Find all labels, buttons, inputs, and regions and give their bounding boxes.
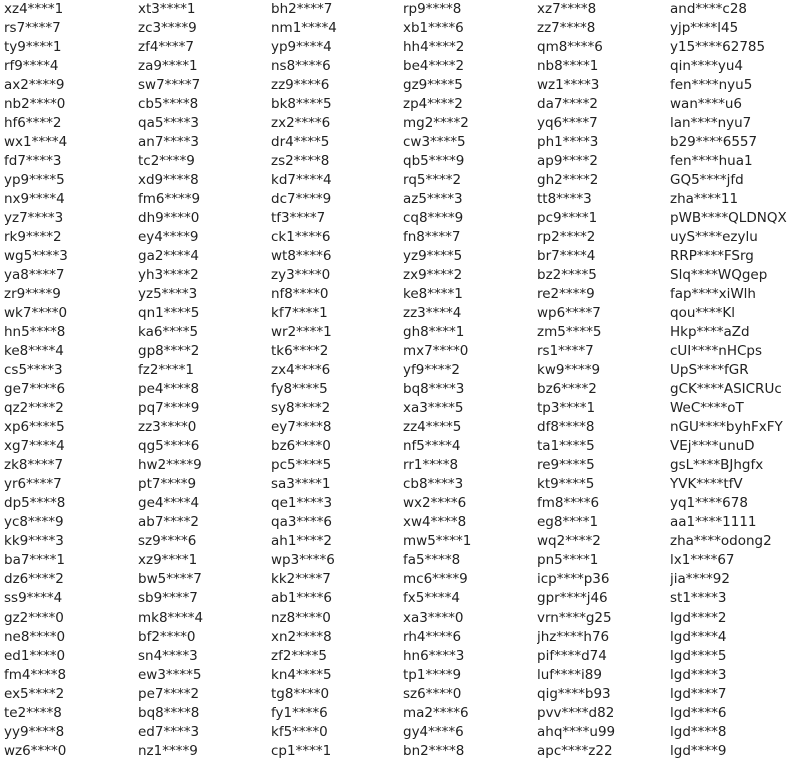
list-item: nx9****4 — [4, 191, 65, 208]
list-item: zp4****2 — [403, 96, 463, 113]
list-item: mx7****0 — [403, 343, 469, 360]
list-item: yz5****3 — [138, 286, 198, 303]
list-item: qe1****3 — [271, 495, 333, 512]
list-item: ck1****6 — [271, 229, 331, 246]
list-item: fm6****9 — [138, 191, 201, 208]
list-item: dz6****2 — [4, 571, 64, 588]
list-item: cb8****3 — [403, 476, 464, 493]
list-item: ss9****4 — [4, 590, 63, 607]
list-item: ga2****4 — [138, 248, 200, 265]
list-item: qb5****9 — [403, 153, 465, 170]
list-item: pt7****9 — [138, 476, 197, 493]
list-item: lgd****4 — [670, 628, 727, 645]
list-item: luf****i89 — [537, 666, 602, 683]
list-item: zz3****0 — [138, 419, 197, 436]
list-item: st1****3 — [670, 590, 727, 607]
list-item: ty9****1 — [4, 39, 62, 56]
list-item: mc6****9 — [403, 571, 468, 588]
list-item: sb9****7 — [138, 590, 198, 607]
list-item: zha****11 — [670, 191, 739, 208]
column-4 — [403, 0, 535, 761]
list-item: gh2****2 — [537, 172, 599, 189]
list-item: gz9****5 — [403, 77, 463, 94]
list-item: fa5****8 — [403, 552, 461, 569]
list-item: ew3****5 — [138, 666, 202, 683]
list-item: tk6****2 — [271, 343, 329, 360]
list-item: bz2****5 — [537, 267, 597, 284]
list-item: gy4****6 — [403, 723, 464, 740]
list-item: kk2****7 — [271, 571, 331, 588]
list-item: pe4****8 — [138, 381, 200, 398]
list-item: fm4****8 — [4, 666, 67, 683]
list-item: lgd****2 — [670, 609, 727, 626]
list-item: ya8****7 — [4, 267, 65, 284]
list-item: fap****xiWlh — [670, 286, 756, 303]
list-item: qou****Kl — [670, 305, 735, 322]
list-item: ns8****6 — [271, 58, 331, 75]
list-item: hh4****2 — [403, 39, 465, 56]
list-item: and****c28 — [670, 1, 747, 17]
list-item: wz6****0 — [4, 742, 67, 759]
list-item: wp3****6 — [271, 552, 335, 569]
list-item: bh2****7 — [271, 1, 333, 17]
list-item: apc****z22 — [537, 742, 613, 759]
list-item: pif****d74 — [537, 647, 607, 664]
list-item: qm8****6 — [537, 39, 603, 56]
list-item: df8****8 — [537, 419, 595, 436]
list-item: ph1****3 — [537, 134, 599, 151]
list-item: jhz****h76 — [537, 628, 610, 645]
list-item: yr6****7 — [4, 476, 62, 493]
list-item: rp9****8 — [403, 1, 462, 17]
list-item: wx2****6 — [403, 495, 467, 512]
list-item: ta1****5 — [537, 438, 595, 455]
list-item: gp8****2 — [138, 343, 200, 360]
list-item: gz2****0 — [4, 609, 64, 626]
list-item: ge7****6 — [4, 381, 66, 398]
list-item: sa3****1 — [271, 476, 331, 493]
list-item: cs5****3 — [4, 362, 63, 379]
list-item: rf9****4 — [4, 58, 59, 75]
column-5 — [537, 0, 669, 761]
list-item: zz4****5 — [403, 419, 462, 436]
list-item: dc7****9 — [271, 191, 332, 208]
list-item: zx2****6 — [271, 115, 331, 132]
list-item: Slq****WQgep — [670, 267, 768, 284]
list-item: GQ5****jfd — [670, 172, 744, 189]
list-item: br7****4 — [537, 248, 596, 265]
list-item: ah1****2 — [271, 533, 333, 550]
list-item: lgd****7 — [670, 685, 727, 702]
list-item: ke8****4 — [4, 343, 64, 360]
list-item: fy8****5 — [271, 381, 328, 398]
list-item: cUI****nHCps — [670, 343, 763, 360]
list-item: sz9****6 — [138, 533, 197, 550]
list-item: kf5****0 — [271, 723, 328, 740]
list-item: ba7****1 — [4, 552, 66, 569]
list-item: zz9****6 — [271, 77, 330, 94]
list-item: aa1****1111 — [670, 514, 757, 531]
list-item: lgd****6 — [670, 704, 727, 721]
list-item: ey7****8 — [271, 419, 332, 436]
list-item: icp****p36 — [537, 571, 610, 588]
list-item: zz7****8 — [537, 20, 596, 37]
list-item: xw4****8 — [403, 514, 467, 531]
list-item: wt8****6 — [271, 248, 332, 265]
list-item: ka6****5 — [138, 324, 199, 341]
list-item: mw5****1 — [403, 533, 472, 550]
list-item: xa3****0 — [403, 609, 464, 626]
list-item: lgd****8 — [670, 723, 727, 740]
list-item: az5****3 — [403, 191, 463, 208]
list-item: yq6****7 — [537, 115, 598, 132]
list-item: ab7****2 — [138, 514, 200, 531]
list-item: pq7****9 — [138, 400, 200, 417]
list-item: yz7****3 — [4, 210, 64, 227]
list-item: fx5****4 — [403, 590, 460, 607]
column-6 — [670, 0, 802, 761]
list-item: b29****6557 — [670, 134, 758, 151]
list-item: UpS****fGR — [670, 362, 749, 379]
list-item: fen****nyu5 — [670, 77, 753, 94]
list-item: rk9****2 — [4, 229, 62, 246]
list-item: bz6****0 — [271, 438, 331, 455]
list-item: hf6****2 — [4, 115, 62, 132]
list-item: pn5****1 — [537, 552, 599, 569]
list-item: wg5****3 — [4, 248, 68, 265]
column-1 — [4, 0, 136, 761]
list-item: zx9****2 — [403, 267, 463, 284]
list-item: re2****9 — [537, 286, 595, 303]
list-item: dr4****5 — [271, 134, 330, 151]
list-item: xb1****6 — [403, 20, 464, 37]
list-item: nGU****byhFxFY — [670, 419, 783, 436]
list-item: gh8****1 — [403, 324, 465, 341]
list-item: zf4****7 — [138, 39, 195, 56]
list-item: zy3****0 — [271, 267, 331, 284]
list-item: te2****8 — [4, 704, 62, 721]
list-item: xn2****8 — [271, 628, 332, 645]
list-item: xz4****1 — [4, 1, 64, 17]
list-item: lgd****3 — [670, 666, 727, 683]
list-item: qig****b93 — [537, 685, 611, 702]
list-item: mg2****2 — [403, 115, 469, 132]
list-item: zz3****4 — [403, 305, 462, 322]
list-item: xz9****1 — [138, 552, 198, 569]
list-item: gpr****j46 — [537, 590, 608, 607]
list-item: tp1****9 — [403, 666, 462, 683]
list-item: WeC****oT — [670, 400, 744, 417]
list-item: ahq****u99 — [537, 723, 616, 740]
list-item: ab1****6 — [271, 590, 333, 607]
list-item: zr9****9 — [4, 286, 61, 303]
list-item: hw2****9 — [138, 457, 202, 474]
list-item: wp6****7 — [537, 305, 601, 322]
list-item: ne8****0 — [4, 628, 66, 645]
list-item: YVK****tfV — [670, 476, 743, 493]
list-item: rs1****7 — [537, 343, 594, 360]
list-item: bw5****7 — [138, 571, 202, 588]
list-item: sz6****0 — [403, 685, 462, 702]
list-item: zx4****6 — [271, 362, 331, 379]
list-item: bq8****8 — [138, 704, 200, 721]
list-item: qn1****5 — [138, 305, 200, 322]
list-item: nf8****0 — [271, 286, 329, 303]
list-item: bk8****5 — [271, 96, 332, 113]
list-item: xz7****8 — [537, 1, 597, 17]
list-item: ax2****9 — [4, 77, 65, 94]
list-item: fd7****3 — [4, 153, 62, 170]
list-item: nz1****9 — [138, 742, 198, 759]
list-item: cq8****9 — [403, 210, 464, 227]
list-item: nb2****0 — [4, 96, 66, 113]
list-item: zs2****8 — [271, 153, 330, 170]
list-item: be4****2 — [403, 58, 465, 75]
list-item: qa3****6 — [271, 514, 333, 531]
list-item: pvv****d82 — [537, 704, 615, 721]
list-item: cb5****8 — [138, 96, 199, 113]
list-item: yq1****678 — [670, 495, 748, 512]
list-item: sn4****3 — [138, 647, 198, 664]
list-item: yp9****5 — [4, 172, 65, 189]
list-item: rp2****2 — [537, 229, 596, 246]
list-item: pWB****QLDNQX — [670, 210, 787, 227]
list-item: nb8****1 — [537, 58, 599, 75]
list-item: zf2****5 — [271, 647, 328, 664]
list-item: kw9****9 — [537, 362, 601, 379]
list-item: dp5****8 — [4, 495, 66, 512]
list-item: fy1****6 — [271, 704, 328, 721]
list-item: pc5****5 — [271, 457, 332, 474]
list-item: rh4****6 — [403, 628, 462, 645]
list-item: lan****nyu7 — [670, 115, 752, 132]
list-item: uyS****ezylu — [670, 229, 758, 246]
column-3 — [271, 0, 403, 761]
list-item: ex5****2 — [4, 685, 65, 702]
list-item: lx1****67 — [670, 552, 735, 569]
list-item: wk7****0 — [4, 305, 68, 322]
list-item: tt8****3 — [537, 191, 592, 208]
list-item: yy9****8 — [4, 723, 65, 740]
list-item: nm1****4 — [271, 20, 337, 37]
list-item: jia****92 — [670, 571, 730, 588]
list-item: kd7****4 — [271, 172, 332, 189]
list-item: nz8****0 — [271, 609, 331, 626]
list-item: kk9****3 — [4, 533, 64, 550]
list-item: RRP****FSrg — [670, 248, 754, 265]
list-item: wan****u6 — [670, 96, 743, 113]
list-item: tg8****0 — [271, 685, 330, 702]
list-item: zha****odong2 — [670, 533, 772, 550]
list-item: kn4****5 — [271, 666, 332, 683]
list-item: xp6****5 — [4, 419, 65, 436]
list-item: VEj****unuD — [670, 438, 755, 455]
list-item: rq5****2 — [403, 172, 462, 189]
list-item: da7****2 — [537, 96, 599, 113]
list-item: lgd****9 — [670, 742, 727, 759]
list-item: eg8****1 — [537, 514, 599, 531]
list-item: xg7****4 — [4, 438, 65, 455]
list-item: tf3****7 — [271, 210, 326, 227]
list-item: an7****3 — [138, 134, 200, 151]
list-item: wx1****4 — [4, 134, 68, 151]
list-item: hn5****8 — [4, 324, 66, 341]
list-item: xd9****8 — [138, 172, 199, 189]
list-item: dh9****0 — [138, 210, 200, 227]
list-item: cp1****1 — [271, 742, 332, 759]
list-item: wz1****3 — [537, 77, 600, 94]
list-item: bn2****8 — [403, 742, 465, 759]
list-item: gCK****ASICRUc — [670, 381, 782, 398]
list-item: za9****1 — [138, 58, 198, 75]
list-item: y15****62785 — [670, 39, 766, 56]
list-item: bq8****3 — [403, 381, 465, 398]
list-item: sw7****7 — [138, 77, 201, 94]
list-item: bf2****0 — [138, 628, 196, 645]
list-item: tp3****1 — [537, 400, 596, 417]
list-item: pc9****1 — [537, 210, 598, 227]
list-item: cw3****5 — [403, 134, 466, 151]
list-item: yp9****4 — [271, 39, 332, 56]
list-item: pe7****2 — [138, 685, 200, 702]
list-item: zm5****5 — [537, 324, 602, 341]
list-item: tc2****9 — [138, 153, 195, 170]
list-item: xa3****5 — [403, 400, 464, 417]
list-item: qz2****2 — [4, 400, 64, 417]
list-item: wr2****1 — [271, 324, 332, 341]
list-item: yh3****2 — [138, 267, 199, 284]
list-item: ed1****0 — [4, 647, 66, 664]
list-item: yf9****2 — [403, 362, 460, 379]
list-item: sy8****2 — [271, 400, 331, 417]
list-item: Hkp****aZd — [670, 324, 750, 341]
list-item: rs7****7 — [4, 20, 61, 37]
list-item: xt3****1 — [138, 1, 196, 17]
list-item: yjp****l45 — [670, 20, 739, 37]
list-item: ma2****6 — [403, 704, 469, 721]
list-item: fz2****1 — [138, 362, 195, 379]
list-item: ke8****1 — [403, 286, 463, 303]
list-item: kt9****5 — [537, 476, 595, 493]
list-item: rr1****8 — [403, 457, 459, 474]
list-item: qg5****6 — [138, 438, 200, 455]
list-item: qin****yu4 — [670, 58, 744, 75]
list-item: kf7****1 — [271, 305, 328, 322]
list-item: wq2****2 — [537, 533, 601, 550]
list-item: zk8****7 — [4, 457, 64, 474]
list-item: nf5****4 — [403, 438, 461, 455]
list-item: fen****hua1 — [670, 153, 753, 170]
list-item: ge4****4 — [138, 495, 200, 512]
list-item: yz9****5 — [403, 248, 463, 265]
list-item: mk8****4 — [138, 609, 204, 626]
list-item: gsL****BJhgfx — [670, 457, 764, 474]
list-item: ap9****2 — [537, 153, 599, 170]
list-item: zc3****9 — [138, 20, 197, 37]
list-item: yc8****9 — [4, 514, 64, 531]
list-item: fn8****7 — [403, 229, 461, 246]
list-item: qa5****3 — [138, 115, 200, 132]
list-item: ey4****9 — [138, 229, 199, 246]
list-item: ed7****3 — [138, 723, 200, 740]
list-item: bz6****2 — [537, 381, 597, 398]
list-item: hn6****3 — [403, 647, 465, 664]
list-item: fm8****6 — [537, 495, 600, 512]
list-item: vrn****g25 — [537, 609, 612, 626]
list-item: lgd****5 — [670, 647, 727, 664]
list-item: re9****5 — [537, 457, 595, 474]
column-2 — [138, 0, 270, 761]
